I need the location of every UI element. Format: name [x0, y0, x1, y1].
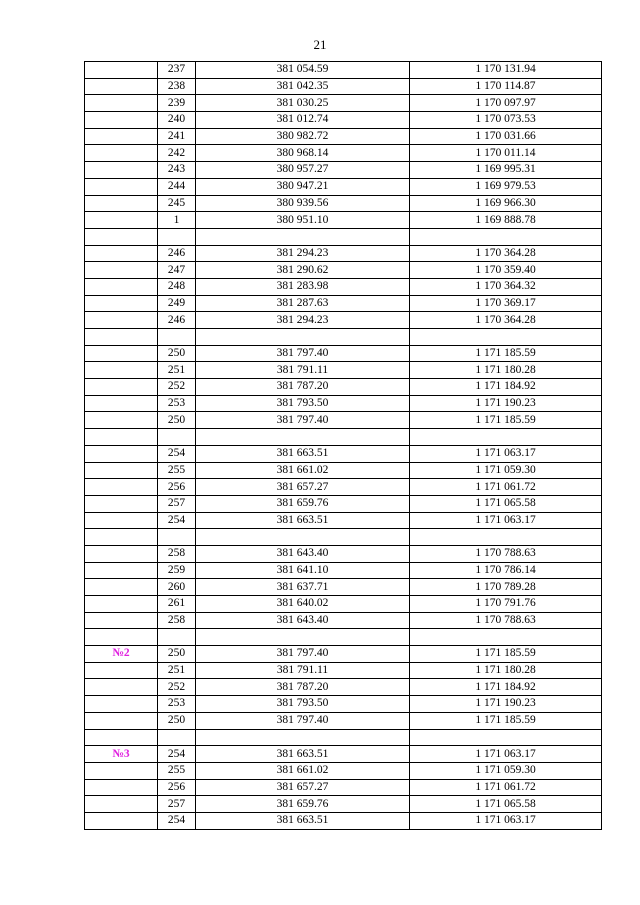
- y-coordinate-cell: [410, 329, 602, 346]
- table-row: [85, 746, 602, 763]
- x-coordinate-cell: 381 791.11: [196, 362, 410, 379]
- x-coordinate-cell: 381 640.02: [196, 596, 410, 613]
- point-number-cell: 251: [158, 362, 196, 379]
- table-row: [85, 212, 602, 229]
- label-cell: [85, 445, 158, 462]
- y-coordinate-cell: 1 170 786.14: [410, 562, 602, 579]
- label-cell: [85, 295, 158, 312]
- table-row: [85, 228, 602, 245]
- x-coordinate-cell: 381 287.63: [196, 295, 410, 312]
- y-coordinate-cell: 1 170 114.87: [410, 78, 602, 95]
- y-coordinate-cell: 1 170 364.28: [410, 312, 602, 329]
- x-coordinate-cell: 381 637.71: [196, 579, 410, 596]
- label-cell: [85, 262, 158, 279]
- label-cell: [85, 362, 158, 379]
- point-number-cell: 244: [158, 178, 196, 195]
- x-coordinate-cell: 381 643.40: [196, 612, 410, 629]
- x-coordinate-cell: [196, 529, 410, 546]
- x-coordinate-cell: 381 797.40: [196, 712, 410, 729]
- label-cell: [85, 779, 158, 796]
- table-row: [85, 312, 602, 329]
- point-number-cell: 258: [158, 612, 196, 629]
- y-coordinate-cell: 1 171 061.72: [410, 479, 602, 496]
- x-coordinate-cell: 380 982.72: [196, 128, 410, 145]
- point-number-cell: 254: [158, 445, 196, 462]
- y-coordinate-cell: 1 169 966.30: [410, 195, 602, 212]
- y-coordinate-cell: 1 171 190.23: [410, 395, 602, 412]
- label-cell: [85, 95, 158, 112]
- table-row: [85, 95, 602, 112]
- label-cell: [85, 429, 158, 446]
- table-row: [85, 295, 602, 312]
- y-coordinate-cell: 1 170 369.17: [410, 295, 602, 312]
- table-row: [85, 612, 602, 629]
- point-number-cell: 237: [158, 62, 196, 79]
- y-coordinate-cell: 1 169 979.53: [410, 178, 602, 195]
- table-row: [85, 345, 602, 362]
- label-cell: [85, 78, 158, 95]
- point-number-cell: 256: [158, 479, 196, 496]
- table-row: [85, 696, 602, 713]
- table-row: [85, 429, 602, 446]
- point-number-cell: 246: [158, 312, 196, 329]
- y-coordinate-cell: [410, 228, 602, 245]
- y-coordinate-cell: 1 170 364.28: [410, 245, 602, 262]
- x-coordinate-cell: [196, 429, 410, 446]
- label-cell: [85, 112, 158, 129]
- x-coordinate-cell: 381 657.27: [196, 479, 410, 496]
- point-number-cell: [158, 228, 196, 245]
- table-row: [85, 646, 602, 663]
- x-coordinate-cell: 381 797.40: [196, 412, 410, 429]
- table-row: [85, 278, 602, 295]
- point-number-cell: 242: [158, 145, 196, 162]
- label-cell: [85, 479, 158, 496]
- x-coordinate-cell: 380 947.21: [196, 178, 410, 195]
- x-coordinate-cell: 381 661.02: [196, 462, 410, 479]
- table-row: [85, 362, 602, 379]
- y-coordinate-cell: 1 171 184.92: [410, 379, 602, 396]
- y-coordinate-cell: 1 170 097.97: [410, 95, 602, 112]
- label-cell: [85, 796, 158, 813]
- x-coordinate-cell: 381 030.25: [196, 95, 410, 112]
- y-coordinate-cell: 1 170 788.63: [410, 545, 602, 562]
- x-coordinate-cell: 381 793.50: [196, 696, 410, 713]
- y-coordinate-cell: 1 171 180.28: [410, 362, 602, 379]
- x-coordinate-cell: 381 641.10: [196, 562, 410, 579]
- point-number-cell: 240: [158, 112, 196, 129]
- x-coordinate-cell: 381 659.76: [196, 495, 410, 512]
- y-coordinate-cell: 1 169 995.31: [410, 162, 602, 179]
- table-row: [85, 679, 602, 696]
- label-cell: [85, 679, 158, 696]
- x-coordinate-cell: [196, 629, 410, 646]
- page-number: 21: [313, 37, 327, 52]
- coordinates-table: [84, 61, 602, 830]
- coordinates-table-body: [85, 62, 602, 830]
- point-number-cell: 254: [158, 746, 196, 763]
- table-row: [85, 462, 602, 479]
- table-row: [85, 779, 602, 796]
- y-coordinate-cell: 1 171 180.28: [410, 662, 602, 679]
- y-coordinate-cell: 1 171 065.58: [410, 796, 602, 813]
- label-cell: [85, 812, 158, 829]
- y-coordinate-cell: 1 170 073.53: [410, 112, 602, 129]
- x-coordinate-cell: 380 939.56: [196, 195, 410, 212]
- point-number-cell: 246: [158, 245, 196, 262]
- point-number-cell: 261: [158, 596, 196, 613]
- point-number-cell: 259: [158, 562, 196, 579]
- x-coordinate-cell: 381 663.51: [196, 746, 410, 763]
- label-cell: [85, 512, 158, 529]
- label-cell: [85, 312, 158, 329]
- point-number-cell: 254: [158, 512, 196, 529]
- table-row: [85, 329, 602, 346]
- x-coordinate-cell: [196, 729, 410, 746]
- y-coordinate-cell: 1 171 063.17: [410, 746, 602, 763]
- x-coordinate-cell: 381 663.51: [196, 445, 410, 462]
- x-coordinate-cell: 381 290.62: [196, 262, 410, 279]
- label-cell: [85, 379, 158, 396]
- label-cell: [85, 345, 158, 362]
- x-coordinate-cell: 381 294.23: [196, 245, 410, 262]
- y-coordinate-cell: 1 171 184.92: [410, 679, 602, 696]
- table-row: [85, 712, 602, 729]
- table-row: [85, 796, 602, 813]
- point-number-cell: 248: [158, 278, 196, 295]
- x-coordinate-cell: 380 951.10: [196, 212, 410, 229]
- point-number-cell: 247: [158, 262, 196, 279]
- y-coordinate-cell: 1 171 185.59: [410, 646, 602, 663]
- x-coordinate-cell: 381 012.74: [196, 112, 410, 129]
- point-number-cell: 250: [158, 646, 196, 663]
- label-cell: [85, 712, 158, 729]
- x-coordinate-cell: 381 663.51: [196, 812, 410, 829]
- y-coordinate-cell: [410, 629, 602, 646]
- y-coordinate-cell: 1 171 185.59: [410, 412, 602, 429]
- point-number-cell: 245: [158, 195, 196, 212]
- y-coordinate-cell: 1 170 364.32: [410, 278, 602, 295]
- x-coordinate-cell: 380 968.14: [196, 145, 410, 162]
- table-row: [85, 579, 602, 596]
- table-row: [85, 412, 602, 429]
- table-row: [85, 545, 602, 562]
- label-cell: [85, 128, 158, 145]
- table-row: [85, 245, 602, 262]
- y-coordinate-cell: 1 170 011.14: [410, 145, 602, 162]
- label-cell: [85, 612, 158, 629]
- x-coordinate-cell: 380 957.27: [196, 162, 410, 179]
- table-row: [85, 812, 602, 829]
- label-cell: [85, 762, 158, 779]
- point-number-cell: [158, 729, 196, 746]
- label-cell: [85, 178, 158, 195]
- point-number-cell: 256: [158, 779, 196, 796]
- table-row: [85, 562, 602, 579]
- x-coordinate-cell: [196, 228, 410, 245]
- label-cell: [85, 145, 158, 162]
- label-cell: [85, 545, 158, 562]
- table-row: [85, 162, 602, 179]
- x-coordinate-cell: 381 797.40: [196, 646, 410, 663]
- y-coordinate-cell: 1 170 789.28: [410, 579, 602, 596]
- table-row: [85, 178, 602, 195]
- table-row: [85, 62, 602, 79]
- table-row: [85, 729, 602, 746]
- table-row: [85, 479, 602, 496]
- table-row: [85, 262, 602, 279]
- point-number-cell: [158, 429, 196, 446]
- label-cell: [85, 245, 158, 262]
- table-row: [85, 379, 602, 396]
- y-coordinate-cell: 1 171 063.17: [410, 445, 602, 462]
- y-coordinate-cell: 1 170 359.40: [410, 262, 602, 279]
- label-cell: [85, 629, 158, 646]
- table-row: [85, 445, 602, 462]
- x-coordinate-cell: 381 797.40: [196, 345, 410, 362]
- y-coordinate-cell: 1 170 788.63: [410, 612, 602, 629]
- y-coordinate-cell: 1 171 059.30: [410, 762, 602, 779]
- point-number-cell: 254: [158, 812, 196, 829]
- x-coordinate-cell: 381 643.40: [196, 545, 410, 562]
- table-row: [85, 128, 602, 145]
- point-number-cell: 250: [158, 412, 196, 429]
- label-cell: [85, 462, 158, 479]
- label-cell: [85, 596, 158, 613]
- label-cell: [85, 412, 158, 429]
- x-coordinate-cell: 381 791.11: [196, 662, 410, 679]
- label-cell: [85, 662, 158, 679]
- point-number-cell: [158, 329, 196, 346]
- point-number-cell: 253: [158, 395, 196, 412]
- point-number-cell: 243: [158, 162, 196, 179]
- x-coordinate-cell: 381 042.35: [196, 78, 410, 95]
- y-coordinate-cell: 1 170 131.94: [410, 62, 602, 79]
- x-coordinate-cell: 381 793.50: [196, 395, 410, 412]
- label-cell: [85, 195, 158, 212]
- y-coordinate-cell: 1 170 791.76: [410, 596, 602, 613]
- y-coordinate-cell: 1 171 190.23: [410, 696, 602, 713]
- table-row: [85, 395, 602, 412]
- table-row: [85, 629, 602, 646]
- label-cell: [85, 696, 158, 713]
- x-coordinate-cell: 381 659.76: [196, 796, 410, 813]
- point-number-cell: 257: [158, 495, 196, 512]
- label-cell: [85, 278, 158, 295]
- label-cell: №3: [85, 746, 158, 763]
- x-coordinate-cell: [196, 329, 410, 346]
- label-cell: [85, 529, 158, 546]
- y-coordinate-cell: 1 171 063.17: [410, 512, 602, 529]
- point-number-cell: 239: [158, 95, 196, 112]
- point-number-cell: 258: [158, 545, 196, 562]
- label-cell: [85, 395, 158, 412]
- point-number-cell: 251: [158, 662, 196, 679]
- table-row: [85, 78, 602, 95]
- table-row: [85, 762, 602, 779]
- label-cell: [85, 228, 158, 245]
- point-number-cell: 257: [158, 796, 196, 813]
- label-cell: [85, 495, 158, 512]
- y-coordinate-cell: 1 171 063.17: [410, 812, 602, 829]
- label-cell: [85, 162, 158, 179]
- table-row: [85, 662, 602, 679]
- point-number-cell: 255: [158, 762, 196, 779]
- point-number-cell: 253: [158, 696, 196, 713]
- table-row: [85, 112, 602, 129]
- x-coordinate-cell: 381 283.98: [196, 278, 410, 295]
- y-coordinate-cell: 1 170 031.66: [410, 128, 602, 145]
- y-coordinate-cell: 1 169 888.78: [410, 212, 602, 229]
- x-coordinate-cell: 381 054.59: [196, 62, 410, 79]
- y-coordinate-cell: 1 171 065.58: [410, 495, 602, 512]
- point-number-cell: 1: [158, 212, 196, 229]
- y-coordinate-cell: [410, 429, 602, 446]
- point-number-cell: 255: [158, 462, 196, 479]
- label-cell: [85, 329, 158, 346]
- label-cell: [85, 212, 158, 229]
- x-coordinate-cell: 381 663.51: [196, 512, 410, 529]
- point-number-cell: 250: [158, 345, 196, 362]
- y-coordinate-cell: [410, 729, 602, 746]
- point-number-cell: 249: [158, 295, 196, 312]
- table-row: [85, 529, 602, 546]
- table-row: [85, 195, 602, 212]
- table-row: [85, 596, 602, 613]
- point-number-cell: 238: [158, 78, 196, 95]
- x-coordinate-cell: 381 787.20: [196, 379, 410, 396]
- x-coordinate-cell: 381 657.27: [196, 779, 410, 796]
- point-number-cell: 241: [158, 128, 196, 145]
- point-number-cell: 250: [158, 712, 196, 729]
- label-cell: [85, 562, 158, 579]
- x-coordinate-cell: 381 787.20: [196, 679, 410, 696]
- point-number-cell: [158, 529, 196, 546]
- y-coordinate-cell: 1 171 061.72: [410, 779, 602, 796]
- label-cell: [85, 579, 158, 596]
- x-coordinate-cell: 381 661.02: [196, 762, 410, 779]
- label-cell: №2: [85, 646, 158, 663]
- point-number-cell: 260: [158, 579, 196, 596]
- point-number-cell: 252: [158, 379, 196, 396]
- label-cell: [85, 62, 158, 79]
- point-number-cell: 252: [158, 679, 196, 696]
- point-number-cell: [158, 629, 196, 646]
- y-coordinate-cell: [410, 529, 602, 546]
- table-row: [85, 145, 602, 162]
- y-coordinate-cell: 1 171 185.59: [410, 345, 602, 362]
- y-coordinate-cell: 1 171 185.59: [410, 712, 602, 729]
- table-row: [85, 512, 602, 529]
- y-coordinate-cell: 1 171 059.30: [410, 462, 602, 479]
- label-cell: [85, 729, 158, 746]
- x-coordinate-cell: 381 294.23: [196, 312, 410, 329]
- table-row: [85, 495, 602, 512]
